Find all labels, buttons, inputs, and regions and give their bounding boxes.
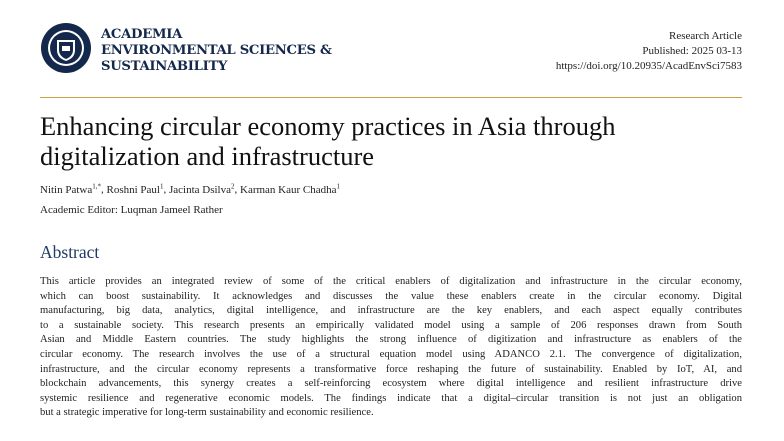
abstract-line: which can boost sustainability. It acknowledges and discusses the value these enablers create in the circular economy. Digital [40,290,742,302]
journal-name-line: ENVIRONMENTAL SCIENCES & [101,43,332,58]
author-name: Jacinta Dsilva [168,183,231,196]
abstract-line: infrastructure, and the circular economy represents a transformative force reshaping the future of sustainability. Enabled by IoT, AI, and [40,363,742,375]
abstract-body [40,275,742,421]
article-title [40,111,760,171]
author[interactable] [169,184,235,196]
header-divider [40,97,742,98]
journal-name [101,27,332,75]
journal-name-line: ACADEMIA [101,27,183,42]
author[interactable] [240,184,340,196]
abstract-heading: Abstract [40,242,100,262]
title-line: digitalization and infrastructure [40,141,375,171]
abstract-line: blockchain advancements, this synergy creates a self-reinforcing ecosystem where digital intelligence and resilient infrastructure drive [40,378,742,390]
author-affiliation: 2 [231,182,235,190]
author[interactable] [40,184,101,196]
title-line: Enhancing circular economy practices in Asia through [40,111,616,141]
abstract-line: This article provides an integrated review of some of the critical enablers of digitalization and infrastructure in the circular economy, [40,276,742,287]
abstract-line: Asian and Middle Eastern countries. The study highlights the strong influence of digitization and infrastructure as enablers of the [40,334,742,346]
journal-seal-logo [40,22,92,74]
abstract-line: systemic resilience and regenerative economic models. The findings indicate that a digital–circular transition is not just an obligation [40,392,742,404]
author-name: Karman Kaur Chadha [240,183,337,196]
author-affiliation: 1,* [92,182,101,190]
author[interactable] [107,184,164,196]
published-date: Published: 2025 03-13 [642,45,742,57]
author-affiliation: 1 [159,182,164,190]
author-list: Nitin Patwa$^{1,*}$, Roshni Paul$^1$, Jacinta Dsilva$^2$, Karman Kaur Chadha$^1$ [40,182,341,196]
abstract-line: manufacturing, big data, analytics, digital intelligence, and infrastructure are the key enablers, and each aspect equally contributes [40,305,742,317]
journal-name-line: SUSTAINABILITY [101,59,228,74]
abstract-line: to a sustainable society. This research presents an empirically validated model using a sample of 206 responses drawn from South [40,319,742,331]
author-affiliation: 1 [336,182,341,190]
academic-editor: Academic Editor: Luqman Jameel Rather [40,204,223,216]
abstract-line: circular economy. The research involves the use of a structural equation model using ADANCO 2.1. The convergence of digitalization, [40,348,742,360]
abstract-line: but a strategic imperative for long-term sustainability and economic resilience. [40,407,374,419]
doi-link[interactable]: https://doi.org/10.20935/AcadEnvSci7583 [555,60,742,72]
author-name: Nitin Patwa [40,183,93,196]
author-name: Roshni Paul [106,183,160,196]
article-meta [556,29,742,74]
article-type: Research Article [669,30,742,42]
